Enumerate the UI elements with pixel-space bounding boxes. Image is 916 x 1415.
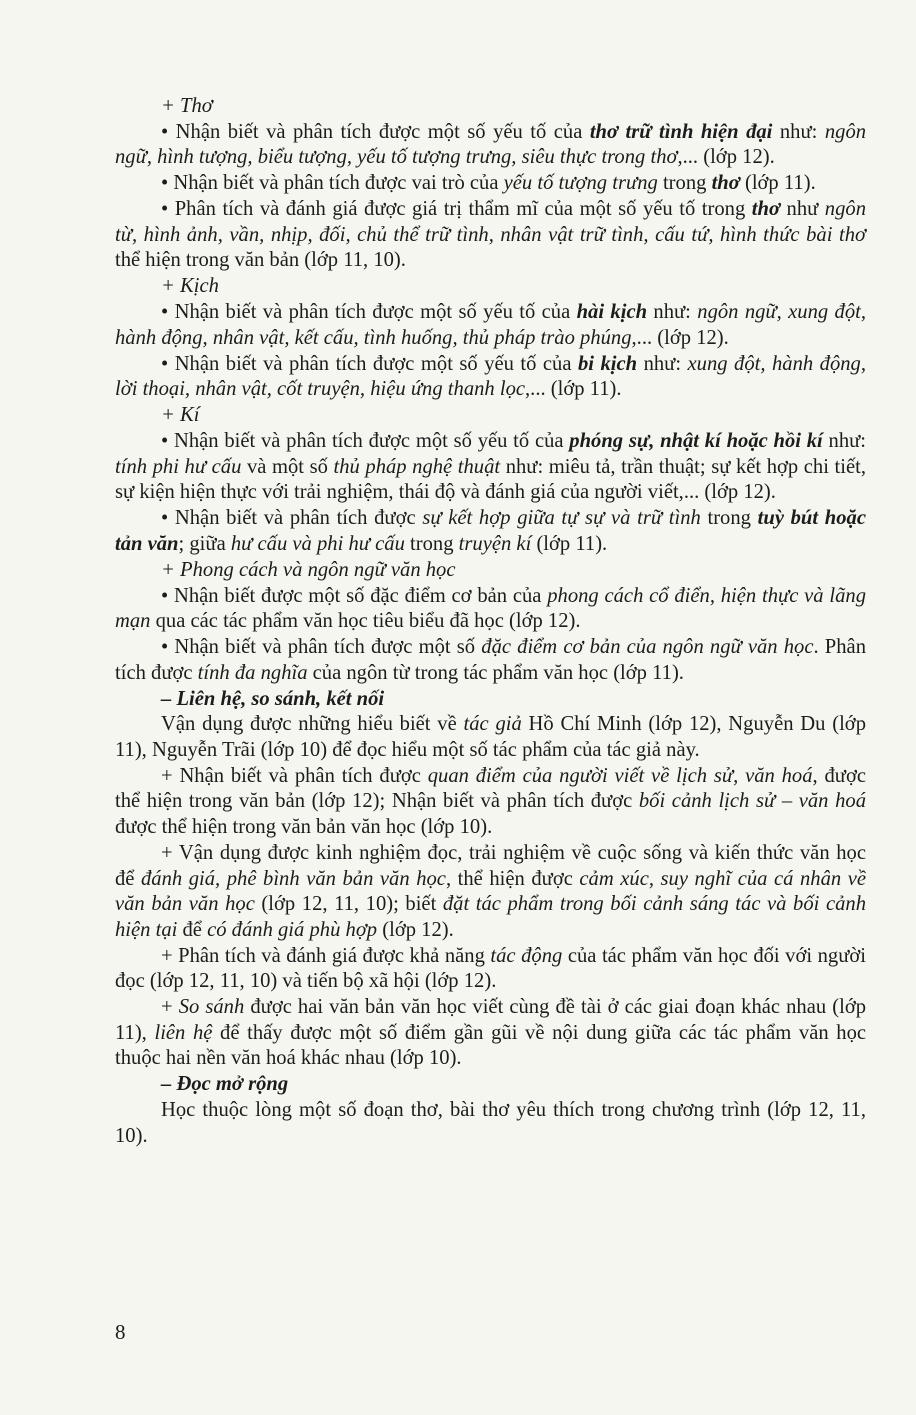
bold-italic-term: phóng sự, nhật kí hoặc hồi kí <box>569 430 823 453</box>
text-run: được thể hiện trong văn bản văn học (lớp 10). <box>115 816 493 839</box>
text-run: (lớp 12, 11, 10); biết <box>254 893 443 916</box>
text-run: ; giữa <box>178 532 231 555</box>
italic-term: So sánh <box>178 996 245 1019</box>
text-run: như <box>780 198 825 221</box>
italic-term: truyện kí <box>458 532 532 555</box>
italic-term: thủ pháp nghệ thuật <box>333 455 501 478</box>
page-number: 8 <box>115 1320 126 1344</box>
section-heading-text: + Kí <box>161 404 200 427</box>
bold-italic-term: thơ <box>751 198 780 221</box>
text-run: • Nhận biết và phân tích được một số yếu tố của <box>161 120 590 143</box>
text-run: để thấy được một số điểm gần gũi về nội dung giữa các tác phẩm văn học thuộc hai nền văn hoá khác nhau (lớp 10). <box>115 1021 867 1070</box>
text-run: . Phân tích được <box>115 636 866 684</box>
text-run: • Nhận biết được một số đặc điểm cơ bản của <box>161 584 548 607</box>
italic-term: xung đột, hành động, lời thoại, nhân vật, cốt truyện, hiệu ứng thanh lọc <box>115 352 867 401</box>
section-heading-text: + Kịch <box>161 275 219 298</box>
text-run: • Nhận biết và phân tích được một số yếu tố của <box>161 301 577 324</box>
section-heading-text: + Thơ <box>161 95 213 117</box>
text-run: (lớp 12). <box>377 918 454 941</box>
bold-italic-term: thơ <box>711 172 740 195</box>
text-run: • Nhận biết và phân tích được một số <box>161 636 482 659</box>
text-run: để <box>177 918 208 941</box>
section-heading-text: + Phong cách và ngôn ngữ văn học <box>161 558 456 581</box>
text-run: (lớp 11). <box>739 172 816 195</box>
bold-italic-term: bi kịch <box>577 352 638 375</box>
bullet-paragraph <box>115 584 866 635</box>
text-run: (lớp 11). <box>531 532 608 555</box>
text-run: ,... (lớp 11). <box>525 378 622 401</box>
bullet-paragraph <box>115 429 866 506</box>
italic-term: tác giả <box>463 713 522 736</box>
text-run: như: <box>772 120 825 143</box>
italic-term: ngôn ngữ, xung đột, hành động, nhân vật, kết cấu, tình huống, thủ pháp trào phúng <box>115 301 867 349</box>
italic-term: yếu tố tượng trưng <box>503 172 658 195</box>
bold-italic-term: hài kịch <box>576 301 648 324</box>
bullet-paragraph <box>115 120 866 171</box>
italic-term: ngôn ngữ, hình tượng, biểu tượng, yếu tố tượng trưng, siêu thực trong thơ <box>115 120 867 169</box>
italic-term: liên hệ <box>154 1021 213 1044</box>
text-run: ,... (lớp 12). <box>677 146 775 169</box>
italic-term: hư cấu và phi hư cấu <box>230 532 405 555</box>
section-heading <box>115 94 866 120</box>
bullet-paragraph <box>115 300 866 351</box>
italic-term: phong cách cổ điển, hiện thực và lãng mạn <box>115 584 867 633</box>
bullet-paragraph <box>115 635 866 686</box>
text-run: Hồ Chí Minh (lớp 12), Nguyễn Du (lớp 11), Nguyễn Trãi (lớp 10) để đọc hiểu một số tác phẩm của tác giả này. <box>115 713 866 761</box>
text-run: được hai văn bản văn học viết cùng đề tài ở các giai đoạn khác nhau (lớp 11), <box>115 996 867 1044</box>
italic-term: ngôn từ, hình ảnh, vần, nhịp, đối, chủ thể trữ tình, nhân vật trữ tình, cấu tứ, hình thức bài thơ <box>115 198 866 246</box>
body-paragraph <box>115 944 866 995</box>
text-run: • Nhận biết và phân tích được vai trò của <box>161 172 504 195</box>
text-run: trong <box>657 172 712 195</box>
section-heading <box>115 403 866 429</box>
italic-term: đặc điểm cơ bản của ngôn ngữ văn học <box>481 636 814 659</box>
text-run: Học thuộc lòng một số đoạn thơ, bài thơ yêu thích trong chương trình (lớp 12, 11, 10). <box>115 1099 866 1147</box>
text-run: , thể hiện được <box>445 867 580 890</box>
text-run: + Vận dụng được kinh nghiệm đọc, trải nghiệm về cuộc sống và kiến thức văn học để <box>115 841 866 890</box>
bullet-paragraph <box>115 352 866 403</box>
text-run: • Nhận biết và phân tích được <box>161 507 423 530</box>
text-run: như: <box>822 430 866 453</box>
italic-term: tính đa nghĩa <box>197 661 308 684</box>
italic-term: đánh giá, phê bình văn bản văn học <box>141 867 446 890</box>
text-run: Vận dụng được những hiểu biết về <box>161 713 464 736</box>
body-paragraph <box>115 1098 866 1149</box>
text-run: và một số <box>241 455 334 478</box>
bold-italic-term: thơ trữ tình hiện đại <box>589 120 773 143</box>
bullet-paragraph <box>115 506 866 557</box>
section-heading <box>115 274 866 300</box>
section-subheading: – Đọc mở rộng <box>161 1073 289 1096</box>
text-run: của tác phẩm văn học đối với người đọc (lớp 12, 11, 10) và tiến bộ xã hội (lớp 12). <box>115 944 866 993</box>
text-run: , được thể hiện trong văn bản (lớp 12); Nhận biết và phân tích được <box>115 764 866 813</box>
text-run: như: <box>637 352 688 375</box>
body-paragraph <box>115 712 866 763</box>
text-run: + Phân tích và đánh giá được khả năng <box>161 944 491 967</box>
italic-term: đặt tác phẩm trong bối cảnh sáng tác và bối cảnh hiện tại <box>115 893 866 941</box>
section-subheading: – Liên hệ, so sánh, kết nối <box>161 687 385 710</box>
italic-term: bối cảnh lịch sử – văn hoá <box>638 790 866 813</box>
text-run: + <box>161 996 179 1019</box>
body-paragraph <box>115 764 866 841</box>
bold-italic-term: tuỳ bút hoặc tản văn <box>115 507 866 555</box>
text-run: ,... (lớp 12). <box>631 326 729 349</box>
text-run: thể hiện trong văn bản (lớp 11, 10). <box>115 249 406 272</box>
italic-term: có đánh giá phù hợp <box>207 918 378 941</box>
text-run: • Phân tích và đánh giá được giá trị thẩm mĩ của một số yếu tố trong <box>161 198 752 221</box>
text-run: như: <box>647 301 698 324</box>
italic-term: tính phi hư cấu <box>115 455 242 478</box>
text-run: + Nhận biết và phân tích được <box>161 764 428 787</box>
italic-term: quan điểm của người viết về lịch sử, văn hoá <box>427 764 813 787</box>
italic-term: sự kết hợp giữa tự sự và trữ tình <box>422 507 701 530</box>
text-run: như: miêu tả, trần thuật; sự kết hợp chi tiết, sự kiện hiện thực với trải nghiệm, thái độ và đánh giá của người viết,... (lớp 12). <box>115 455 866 504</box>
bullet-paragraph <box>115 171 866 197</box>
text-run: trong <box>700 507 758 530</box>
text-run: của ngôn từ trong tác phẩm văn học (lớp 11). <box>307 661 684 684</box>
text-run: trong <box>404 532 459 555</box>
text-run: qua các tác phẩm văn học tiêu biểu đã học (lớp 12). <box>150 610 581 633</box>
text-run: • Nhận biết và phân tích được một số yếu tố của <box>161 352 578 375</box>
page-content <box>115 94 866 1149</box>
body-paragraph <box>115 841 866 943</box>
italic-term: tác động <box>490 944 563 967</box>
text-run: • Nhận biết và phân tích được một số yếu tố của <box>161 430 570 453</box>
body-paragraph <box>115 995 866 1072</box>
italic-term: cảm xúc, suy nghĩ của cá nhân về văn bản văn học <box>115 867 866 916</box>
bullet-paragraph <box>115 197 866 274</box>
section-heading <box>115 558 866 584</box>
